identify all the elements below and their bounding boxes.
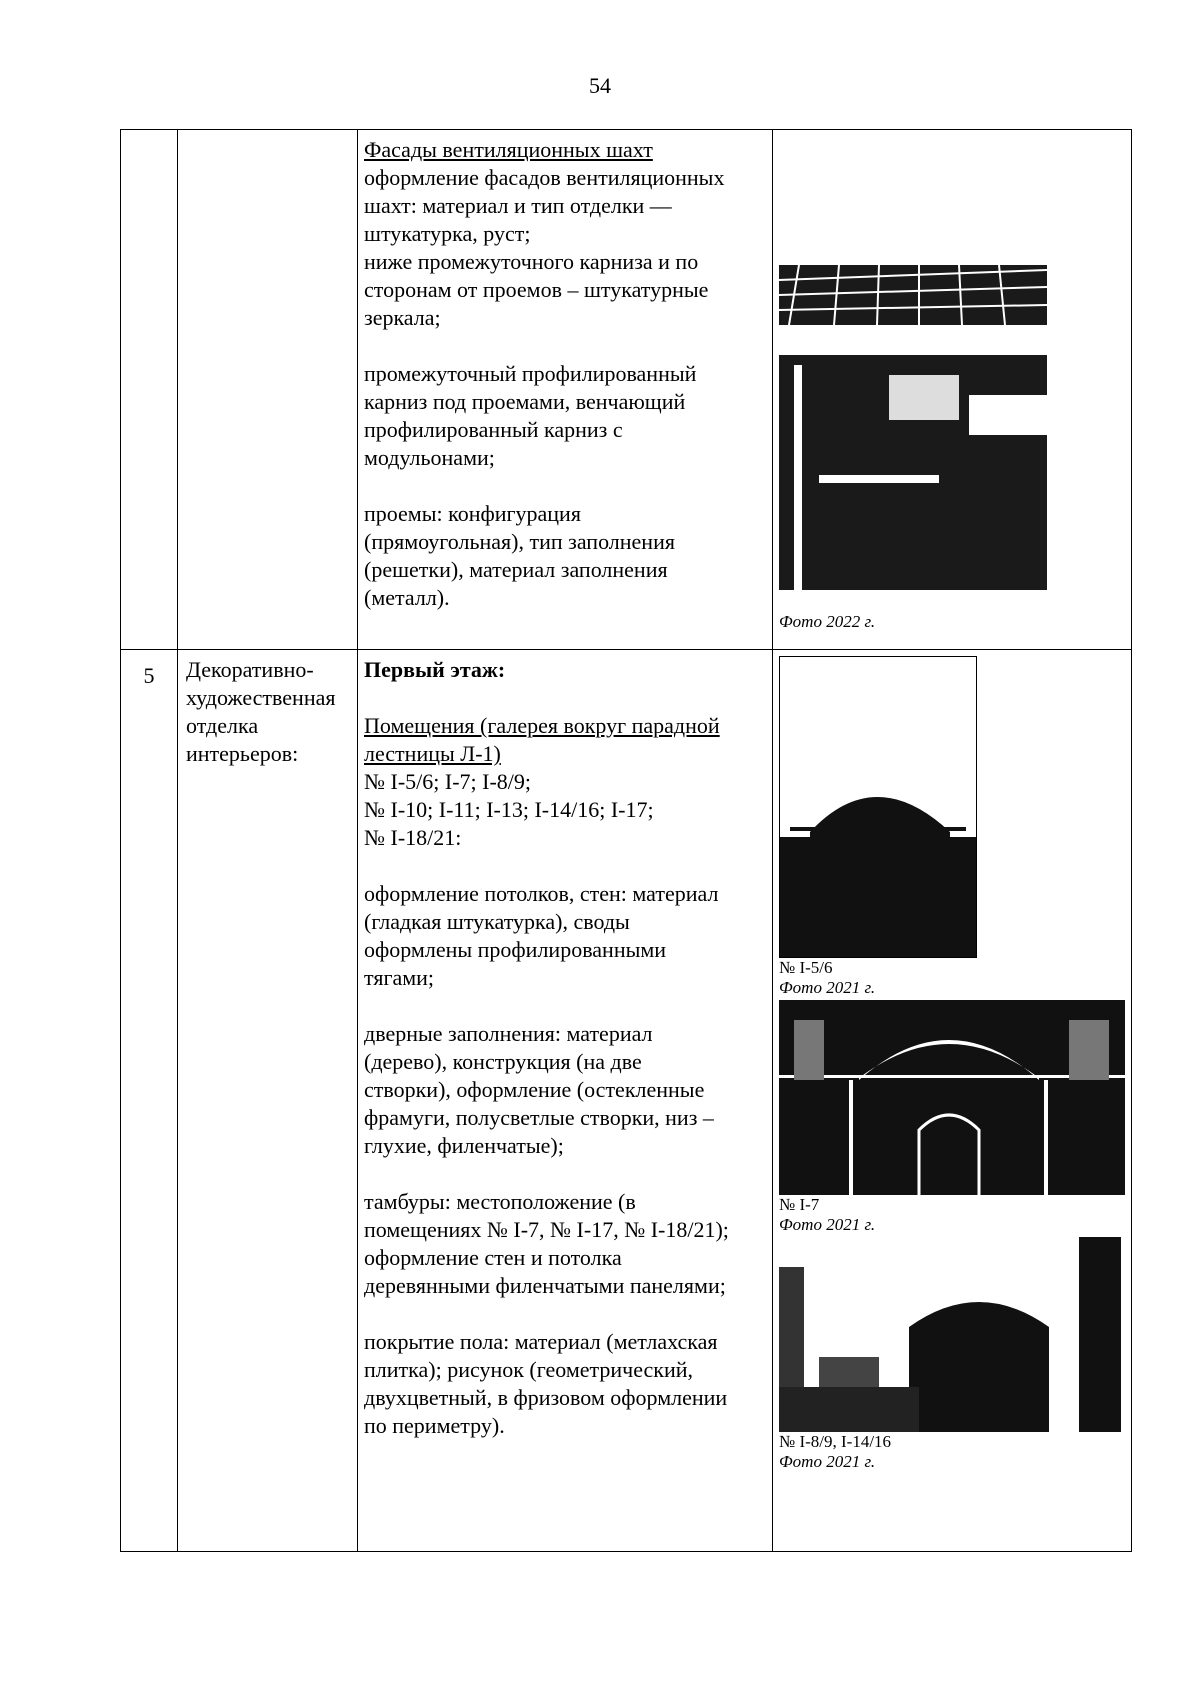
page-number: 54 [589, 73, 611, 98]
text-line: створки), оформление (остекленные [364, 1077, 705, 1102]
text-line: № I-10; I-11; I-13; I-14/16; I-17; [364, 797, 654, 822]
ventilation-photo-cell [773, 130, 1132, 650]
photo-caption: Фото 2021 г. [779, 1215, 876, 1234]
subject-cell [178, 650, 358, 1552]
floor-covering-paragraph [364, 1328, 766, 1440]
ventilation-shaft-photo [779, 225, 1047, 610]
text-line: (гладкая штукатурка), своды [364, 909, 630, 934]
ventilation-paragraph-2 [364, 360, 766, 472]
text-line: (дерево), конструкция (на две [364, 1049, 642, 1074]
premises-heading [364, 712, 766, 768]
text-line: модульонами; [364, 445, 495, 470]
table-row-ventilation-shafts [121, 130, 1132, 650]
text-line: лестницы Л-1) [364, 741, 501, 766]
interior-description [358, 650, 773, 1552]
subject-cell-empty [178, 130, 358, 650]
ventilation-paragraph-3 [364, 500, 766, 612]
text-line: (металл). [364, 585, 450, 610]
text-line: деревянными филенчатыми панелями; [364, 1273, 726, 1298]
subject-line: отделка [186, 713, 259, 738]
text-line: (решетки), материал заполнения [364, 557, 668, 582]
text-line: глухие, филенчатые); [364, 1133, 564, 1158]
ceilings-walls-paragraph [364, 880, 766, 992]
photo-label: № I-8/9, I-14/16 [779, 1432, 892, 1451]
ventilation-shafts-heading: Фасады вентиляционных шахт [364, 137, 653, 162]
subject-line: интерьеров: [186, 741, 299, 766]
text-line: оформление стен и потолка [364, 1245, 622, 1270]
text-line: оформление фасадов вентиляционных [364, 165, 725, 190]
text-line: ниже промежуточного карниза и по [364, 249, 699, 274]
text-line: помещениях № I-7, № I-17, № I-18/21); [364, 1217, 729, 1242]
ventilation-paragraph-1 [364, 164, 766, 332]
text-line: дверные заполнения: материал [364, 1021, 653, 1046]
room-I-7-photo [779, 1000, 1125, 1195]
photo-label: № I-7 [779, 1195, 820, 1214]
text-line: (прямоугольная), тип заполнения [364, 529, 675, 554]
text-line: тамбуры: местоположение (в [364, 1189, 636, 1214]
text-line: двухцветный, в фризовом оформлении [364, 1385, 728, 1410]
text-line: сторонам от проемов – штукатурные [364, 277, 709, 302]
text-line: покрытие пола: материал (метлахская [364, 1329, 718, 1354]
text-line: по периметру). [364, 1413, 505, 1438]
row-number: 5 [121, 650, 178, 1552]
photo-caption: Фото 2021 г. [779, 1452, 876, 1471]
text-line: зеркала; [364, 305, 441, 330]
text-line: № I-5/6; I-7; I-8/9; [364, 769, 532, 794]
photo-label: № I-5/6 [779, 958, 833, 977]
text-line: проемы: конфигурация [364, 501, 581, 526]
text-line: плитка); рисунок (геометрический, [364, 1357, 694, 1382]
text-line: шахт: материал и тип отделки — [364, 193, 672, 218]
text-line: тягами; [364, 965, 435, 990]
monument-description-table [120, 129, 1132, 1552]
subject-line: Декоративно- [186, 657, 314, 682]
floor-heading: Первый этаж: [364, 657, 506, 682]
doors-paragraph [364, 1020, 766, 1160]
interior-photos-cell [773, 650, 1132, 1552]
table-row-5 [121, 650, 1132, 1552]
photo-caption: Фото 2021 г. [779, 978, 876, 997]
ventilation-shafts-description [358, 130, 773, 650]
text-line: штукатурка, руст; [364, 221, 531, 246]
text-line: Помещения (галерея вокруг парадной [364, 713, 720, 738]
row-number-cell-empty [121, 130, 178, 650]
text-line: оформление потолков, стен: материал [364, 881, 719, 906]
text-line: карниз под проемами, венчающий [364, 389, 686, 414]
text-line: № I-18/21: [364, 825, 462, 850]
room-I-5-6-photo [779, 656, 977, 958]
text-line: профилированный карниз с [364, 417, 623, 442]
text-line: фрамуги, полусветлые створки, низ – [364, 1105, 714, 1130]
subject-line: художественная [186, 685, 336, 710]
premises-numbers [364, 768, 766, 852]
text-line: оформлены профилированными [364, 937, 667, 962]
vestibules-paragraph [364, 1188, 766, 1300]
photo-caption: Фото 2022 г. [779, 612, 876, 631]
text-line: промежуточный профилированный [364, 361, 697, 386]
room-I-8-9-I-14-16-photo [779, 1237, 1121, 1432]
